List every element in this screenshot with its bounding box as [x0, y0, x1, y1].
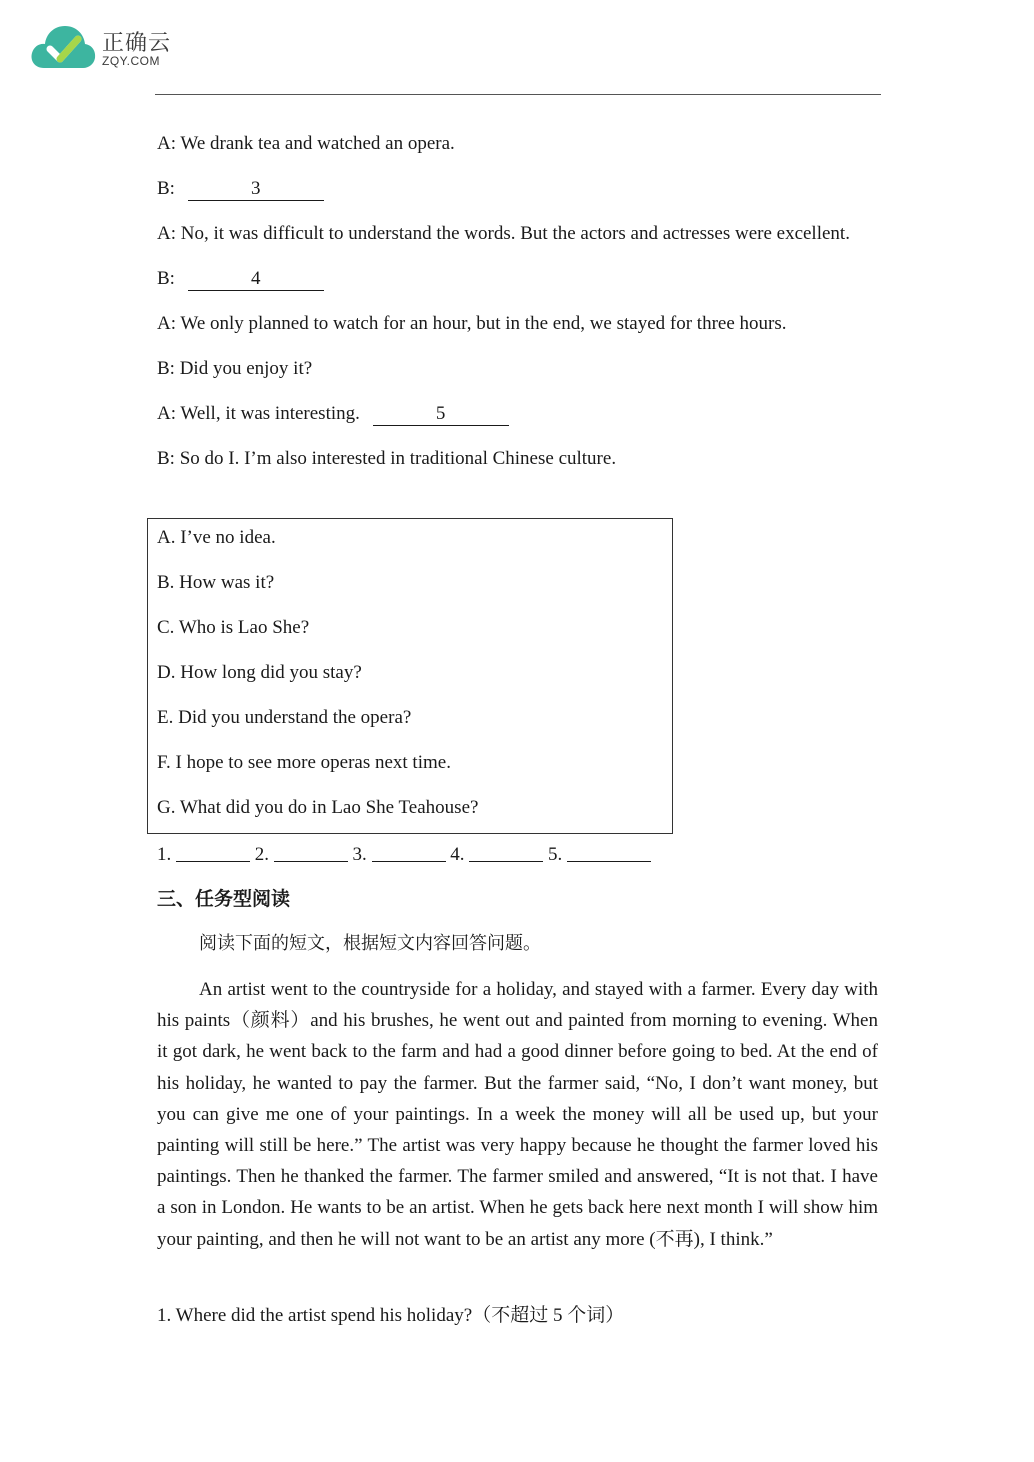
dialogue-line: [157, 218, 878, 249]
brand-name-cn: 正确云: [102, 31, 172, 56]
answer-row: [157, 839, 651, 870]
options-box: [147, 518, 673, 834]
brand-logo: [30, 22, 190, 74]
speaker-label: A:: [157, 223, 176, 244]
answer-line[interactable]: [176, 839, 250, 862]
dialogue-text: No, it was difficult to understand the words. But the actors and actresses were excellent.: [180, 223, 850, 244]
answer-label: 3.: [352, 844, 367, 865]
option-item: E. Did you understand the opera?: [157, 707, 412, 728]
option-item: A. I’ve no idea.: [157, 527, 276, 548]
dialogue-line: [157, 263, 878, 294]
question-item: 1. Where did the artist spend his holiday?（不超过 5 个词）: [157, 1305, 625, 1326]
dialogue-line: [157, 398, 878, 429]
dialogue: [157, 128, 878, 488]
dialogue-text: So do I. I’m also interested in traditional Chinese culture.: [179, 448, 617, 469]
speaker-label: A:: [157, 313, 176, 334]
cloud-check-icon: [30, 22, 96, 72]
answer-line[interactable]: [274, 839, 348, 862]
answer-line[interactable]: [372, 839, 446, 862]
option-item: F. I hope to see more operas next time.: [157, 752, 451, 773]
dialogue-text: We drank tea and watched an opera.: [180, 133, 455, 154]
answer-label: 1.: [157, 844, 172, 865]
speaker-label: B:: [157, 178, 175, 199]
brand-name-en: ZQY.COM: [102, 54, 160, 68]
option-item: D. How long did you stay?: [157, 662, 362, 683]
dialogue-text: Did you enjoy it?: [179, 358, 313, 379]
answer-line[interactable]: [567, 839, 651, 862]
header-divider: [155, 94, 881, 95]
option-item: C. Who is Lao She?: [157, 617, 310, 638]
dialogue-line: [157, 128, 878, 159]
dialogue-line: [157, 173, 878, 204]
speaker-label: A:: [157, 403, 176, 424]
dialogue-text: We only planned to watch for an hour, but in the end, we stayed for three hours.: [180, 313, 787, 334]
section-instruction: 阅读下面的短文，根据短文内容回答问题。: [199, 933, 541, 954]
speaker-label: B:: [157, 448, 175, 469]
answer-label: 2.: [254, 844, 269, 865]
dialogue-text: Well, it was interesting.: [180, 403, 360, 424]
speaker-label: A:: [157, 133, 176, 154]
speaker-label: B:: [157, 358, 175, 379]
speaker-label: B:: [157, 268, 175, 289]
option-item: B. How was it?: [157, 572, 275, 593]
answer-label: 5.: [548, 844, 563, 865]
option-item: G. What did you do in Lao She Teahouse?: [157, 797, 479, 818]
dialogue-line: [157, 443, 878, 474]
dialogue-line: [157, 308, 878, 339]
reading-passage: An artist went to the countryside for a holiday, and stayed with a farmer. Every day with his paints（颜料）and his brushes, he went out and painted from morning to evening. When it got dark, he went back to the farm and had a good dinner before going to bed. At the end of his holiday, he wanted to pay the farmer. But the farmer said, “No, I don’t want money, but you can give me one of your paintings. In a week the money will all be used up, but your painting will still be here.” The artist was very happy because he thought the farmer loved his paintings. Then he thanked the farmer. The farmer smiled and answered, “It is not that. I have a son in London. He wants to be an artist. When he gets back here next month I will show him your painting, and then he will not want to be an artist any more (不再), I think.”: [157, 979, 878, 1250]
answer-line[interactable]: [469, 839, 543, 862]
section-title: 三、任务型阅读: [157, 888, 291, 910]
answer-blank: 5: [373, 403, 509, 426]
dialogue-line: [157, 353, 878, 384]
answer-blank: 4: [188, 268, 324, 291]
answer-label: 4.: [450, 844, 465, 865]
answer-blank: 3: [188, 178, 324, 201]
